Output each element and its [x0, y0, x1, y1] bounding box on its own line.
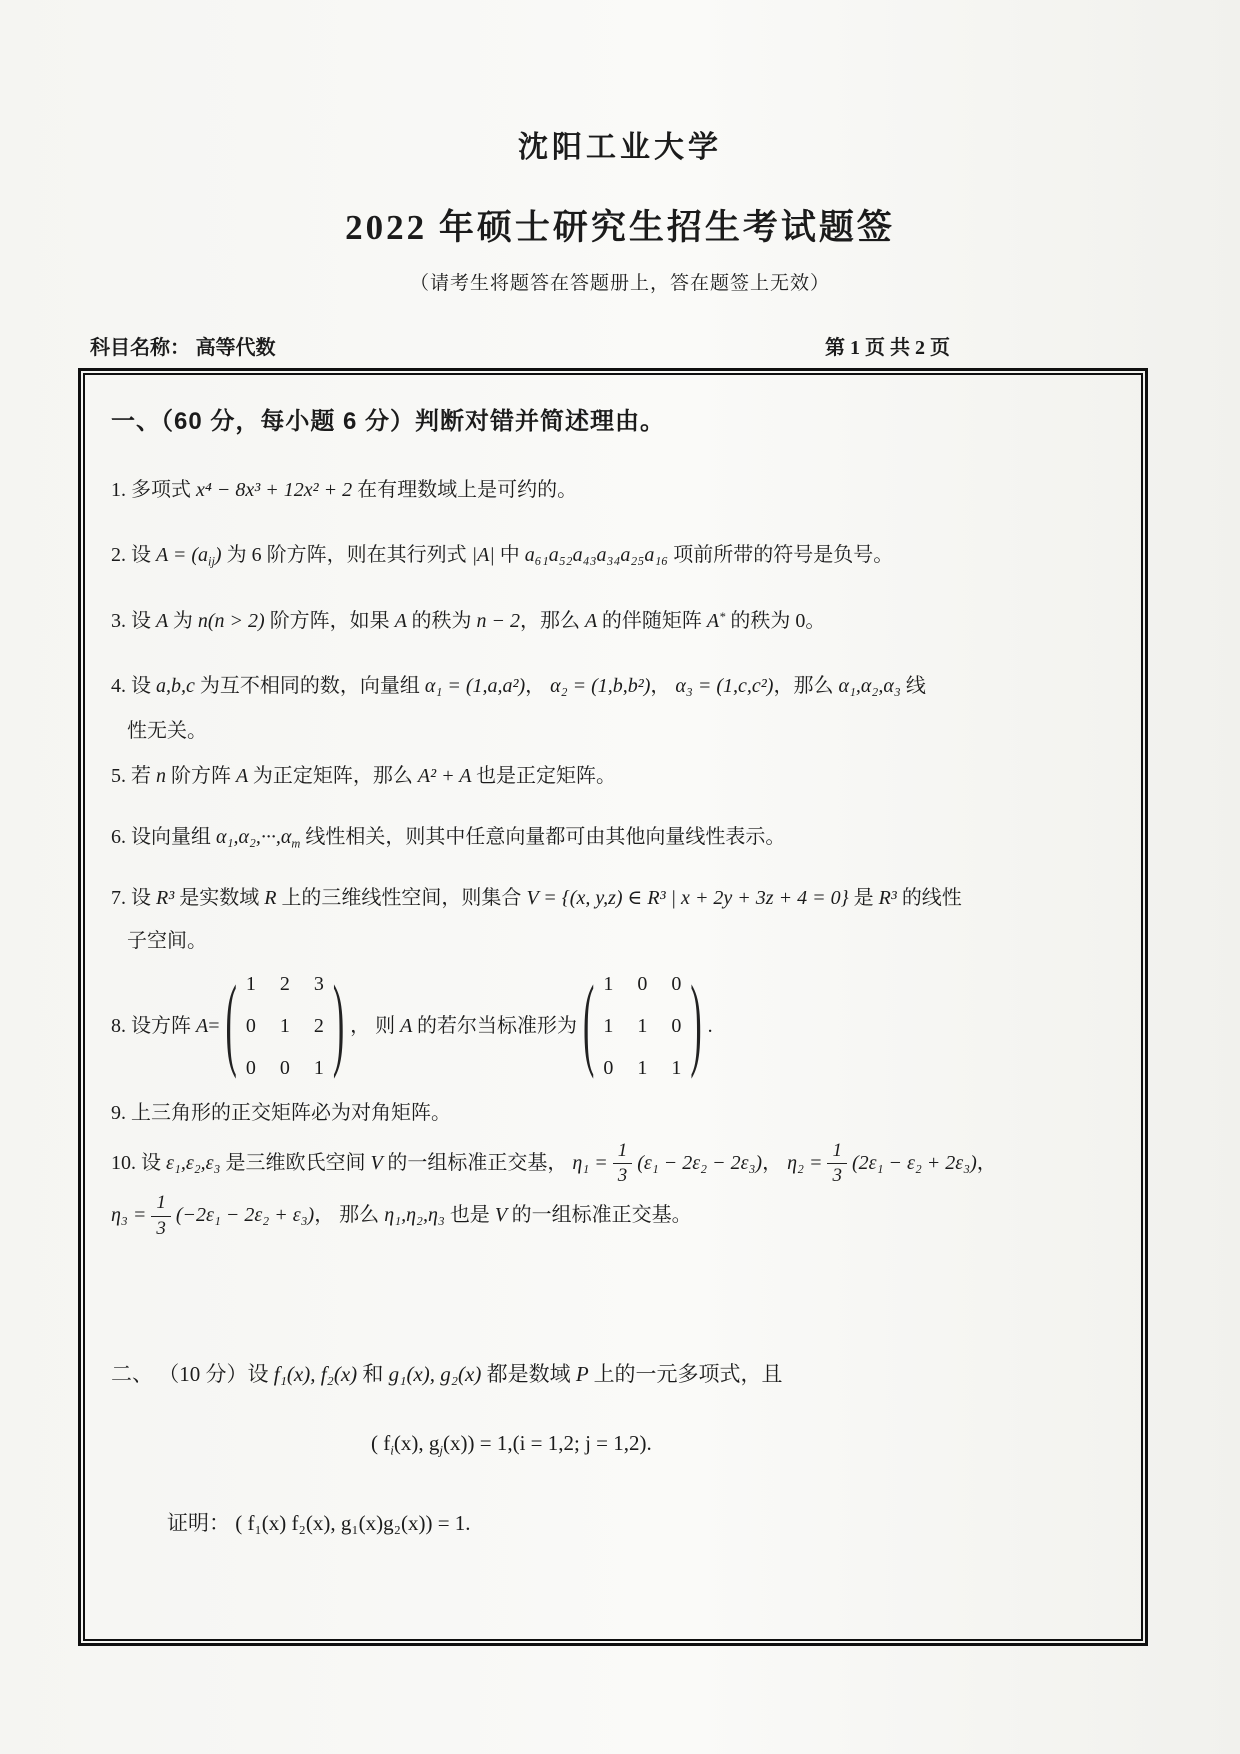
- page-number: 第 1 页 共 2 页: [825, 337, 950, 359]
- matrix-a-grid: [241, 964, 329, 1089]
- question-7: 7. 设 R³ 是实数域 R 上的三维线性空间，则集合 V = {(x, y,z) ∈ R³ | x + 2y + 3z + 4 = 0} 是 R³ 的线性: [111, 886, 962, 909]
- matrix-cell: 0: [671, 1014, 682, 1037]
- right-paren-icon: ): [690, 968, 702, 1082]
- fraction-one-third: [613, 1140, 633, 1189]
- question-8-text-1: 8. 设方阵 A=: [111, 1014, 220, 1037]
- fraction-denominator: 3: [617, 1165, 628, 1187]
- question-6: 6. 设向量组 $\alpha_1,\alpha_2,\cdot\cdot\cdot,\alpha_m$ 线性相关，则其中任意向量都可由其他向量线性表示。: [111, 826, 786, 851]
- question-5: 5. 若 n 阶方阵 A 为正定矩阵，那么 A² + A 也是正定矩阵。: [111, 765, 617, 788]
- matrix-cell: 0: [603, 1056, 614, 1079]
- matrix-cell: 1: [279, 1014, 290, 1037]
- subject-row: [90, 331, 1148, 360]
- fraction-numerator: 1: [827, 1140, 847, 1165]
- matrix-jordan-grid: [598, 964, 686, 1089]
- section2-heading: 二、 （10 分）设 f₁(x), f₂(x) 和 g₁(x), g₂(x) 都是数域 P 上的一元多项式，且: [111, 1361, 783, 1386]
- question-10-text-5: (−2ε₁ − 2ε₂ + ε₃)， 那么 η₁,η₂,η₃ 也是 V 的一组标准正交基。: [175, 1204, 692, 1227]
- exam-title: 2022 年硕士研究生招生考试题签: [345, 208, 895, 247]
- matrix-cell: 1: [671, 1056, 682, 1079]
- question-4: 4. 设 a,b,c 为互不相同的数，向量组 α₁ = (1,a,a²)， α₂ = (1,b,b²)， α₃ = (1,c,c²)，那么 α₁,α₂,α₃ 线: [111, 675, 926, 698]
- question-9: 9. 上三角形的正交矩阵必为对角矩阵。: [111, 1101, 451, 1124]
- question-2: 2. 设 $A = (a_{ij})$ 为 6 阶方阵，则在其行列式 |A| 中 a₆₁a₅₂a₄₃a₃₄a₂₅a₁₆ 项前所带的符号是负号。: [111, 544, 894, 569]
- fraction-denominator: 3: [832, 1165, 842, 1187]
- question-8-text-2: ， 则 A 的若尔当标准形为: [350, 1014, 578, 1037]
- question-7-line2: 子空间。: [127, 929, 207, 952]
- matrix-cell: 1: [603, 972, 614, 995]
- question-box: [78, 368, 1148, 1646]
- fraction-one-third: [151, 1192, 171, 1241]
- matrix-cell: 0: [245, 1056, 256, 1079]
- matrix-cell: 1: [313, 1056, 324, 1079]
- left-paren-icon: (: [225, 968, 237, 1082]
- section2-condition-formula: ( $f_i(x)$, $g_j(x)) = 1,(i = 1,2$; j = 1,2).: [371, 1431, 652, 1458]
- matrix-a: [226, 964, 345, 1089]
- matrix-cell: 2: [313, 1014, 324, 1037]
- left-paren-icon: (: [583, 968, 595, 1082]
- matrix-cell: 1: [603, 1014, 614, 1037]
- question-1: 1. 多项式 x⁴ − 8x³ + 12x² + 2 在有理数域上是可约的。: [111, 479, 578, 501]
- university-name: 沈阳工业大学: [518, 131, 722, 164]
- matrix-cell: 0: [279, 1056, 290, 1079]
- question-8: [111, 964, 1115, 1089]
- section2-proof-claim: 证明： ( f₁(x) f₂(x), g₁(x)g₂(x)) = 1.: [167, 1510, 471, 1535]
- subject-label: 科目名称：: [90, 337, 190, 359]
- instruction-note: （请考生将题答在答题册上，答在题签上无效）: [409, 273, 830, 294]
- matrix-jordan: [583, 964, 702, 1089]
- matrix-cell: 1: [637, 1056, 648, 1079]
- question-10-text-2: (ε₁ − 2ε₂ − 2ε₃)， η₂ =: [637, 1151, 823, 1174]
- matrix-cell: 1: [637, 1014, 648, 1037]
- matrix-cell: 3: [313, 972, 324, 995]
- matrix-cell: 0: [637, 972, 648, 995]
- question-10-text-1: 10. 设 ε₁,ε₂,ε₃ 是三维欧氏空间 V 的一组标准正交基， η₁ =: [111, 1151, 608, 1174]
- question-4-line2: 性无关。: [127, 720, 207, 743]
- section1-heading: 一、（60 分，每小题 6 分）判断对错并简述理由。: [111, 408, 666, 435]
- fraction-one-third: [827, 1140, 847, 1189]
- fraction-denominator: 3: [156, 1218, 166, 1240]
- right-paren-icon: ): [332, 968, 345, 1082]
- matrix-cell: 0: [245, 1014, 256, 1037]
- question-10-line2: [111, 1192, 1115, 1241]
- section2: [109, 1359, 1115, 1537]
- question-3: 3. 设 A 为 n(n > 2) 阶方阵，如果 A 的秩为 n − 2，那么 A 的伴随矩阵 A* 的秩为 0。: [111, 610, 826, 633]
- subject-value: 高等代数: [195, 337, 276, 359]
- question-10-text-3: (2ε₁ − ε₂ + 2ε₃)，: [851, 1151, 997, 1174]
- matrix-cell: 0: [671, 972, 682, 995]
- question-8-text-3: .: [707, 1014, 713, 1037]
- question-10-text-4: η₃ =: [111, 1204, 147, 1227]
- question-box-inner: [83, 373, 1143, 1641]
- fraction-numerator: 1: [151, 1192, 171, 1217]
- matrix-cell: 1: [245, 972, 256, 995]
- question-10: [111, 1140, 1115, 1189]
- matrix-cell: 2: [279, 972, 290, 995]
- subject-name: [90, 331, 276, 360]
- fraction-numerator: 1: [613, 1140, 633, 1165]
